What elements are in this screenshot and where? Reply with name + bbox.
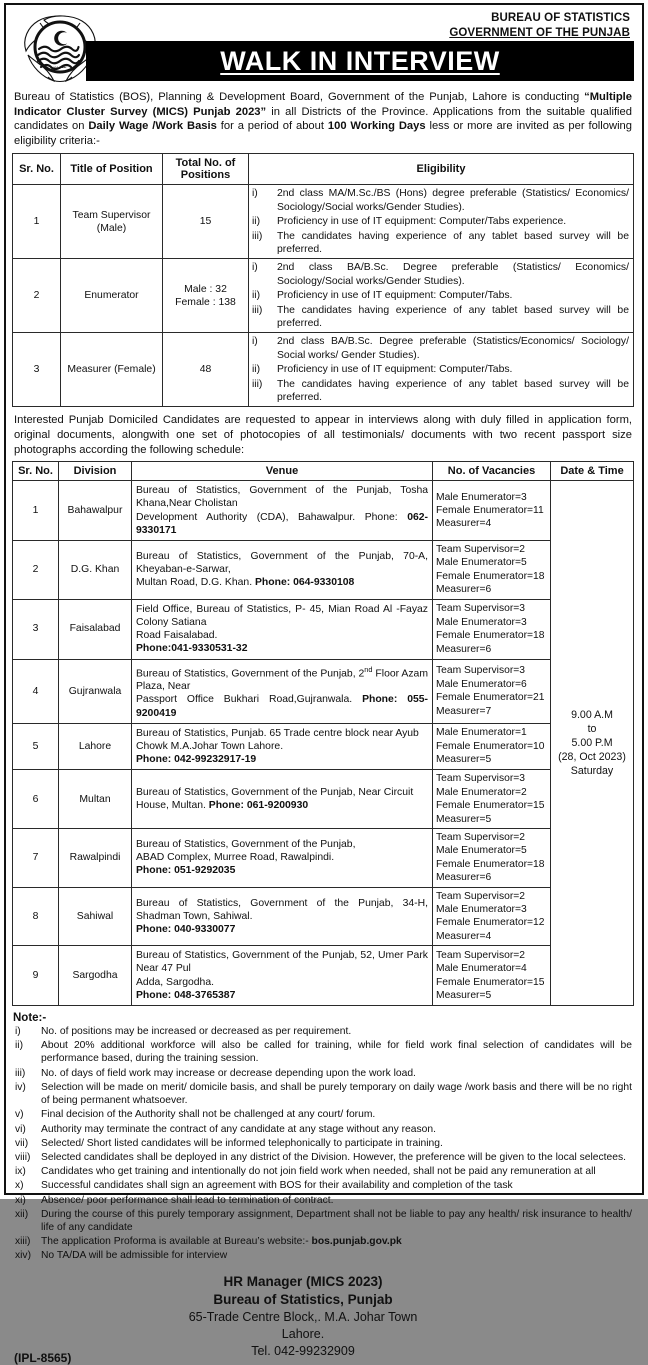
venue-line: Bureau of Statistics, Government of the Punjab, Tosha Khana,Near Cholistan <box>136 485 428 510</box>
date-time-line: 5.00 P.M <box>571 737 613 750</box>
cell-sr: 7 <box>13 829 59 888</box>
venue-line: Bureau of Statistics, Government of the Punjab, Near Circuit <box>136 787 414 798</box>
table-row <box>13 481 634 541</box>
venue-line: Bureau of Statistics, Government of the Punjab, 52, Umer Park Near 47 Pul <box>136 950 428 975</box>
cell-vacancies <box>433 541 551 600</box>
eligibility-text: 2nd class BA/B.Sc. Degree preferable (Statistics/ Economics/ Sociology/Social works/Gender Studies). <box>277 262 629 287</box>
venue-phone: Phone: 064-9330108 <box>254 577 355 589</box>
schedule-table-header-row <box>13 462 634 481</box>
cell-division: D.G. Khan <box>59 541 132 600</box>
note-number: xiv) <box>15 1250 32 1262</box>
table-row <box>13 185 634 259</box>
col-title-of-position: Title of Position <box>61 154 163 185</box>
venue-line <box>136 864 428 877</box>
note-item <box>13 1039 632 1065</box>
date-time-line: Saturday <box>570 765 614 778</box>
table-row <box>13 723 634 770</box>
note-number: viii) <box>15 1151 31 1163</box>
intro-survey-name: “Multiple Indicator Cluster Survey (MICS) Punjab 2023” <box>14 91 632 118</box>
vacancy-line: Team Supervisor=3 <box>436 773 525 785</box>
eligibility-text: The candidates having experience of any tablet based survey will be preferred. <box>277 230 629 255</box>
venue-line <box>136 799 428 812</box>
vacancy-line: Female Enumerator=12 <box>436 917 545 929</box>
cell-venue <box>132 599 433 659</box>
col-eligibility: Eligibility <box>249 154 634 185</box>
venue-line <box>136 753 428 766</box>
vacancy-line: Team Supervisor=2 <box>436 949 525 961</box>
org-line-2: GOVERNMENT OF THE PUNJAB <box>449 27 630 39</box>
eligibility-item <box>251 215 629 228</box>
venue-line: Bureau of Statistics, Punjab. 65 Trade centre block near Ayub <box>136 727 419 739</box>
note-number: xii) <box>15 1208 29 1220</box>
positions-table <box>12 153 634 407</box>
notes-list <box>13 1025 632 1262</box>
intro-paragraph-2: Interested Punjab Domiciled Candidates are requested to appear in interviews along with duly filled in application form, original documents, alongwith one set of photocopies of all testimonials/ documents with two recent passport size photographs according the following schedule: <box>14 414 632 456</box>
vacancy-line: Measurer=6 <box>436 643 492 655</box>
note-item <box>13 1235 632 1248</box>
eligibility-item <box>251 304 629 331</box>
intro-paragraph-1 <box>14 90 632 148</box>
venue-phone: Phone: 048-3765387 <box>136 989 236 1001</box>
cell-venue <box>132 723 433 770</box>
venue-phone: 062-9330171 <box>136 511 428 536</box>
note-number: iii) <box>15 1067 26 1079</box>
venue-phone: Phone: 040-9330077 <box>136 924 236 936</box>
vacancy-line: Female Enumerator=15 <box>436 976 545 988</box>
cell-vacancies <box>433 946 551 1006</box>
date-time-line: (28, Oct 2023) <box>558 751 626 764</box>
cell-title: Measurer (Female) <box>61 333 163 407</box>
vacancy-line: Measurer=5 <box>436 813 492 825</box>
cell-title <box>61 259 163 333</box>
cell-vacancies <box>433 829 551 888</box>
ipl-reference: (IPL-8565) <box>14 1350 72 1365</box>
venue-line: Bureau of Statistics, Government of the Punjab, 2nd Floor Azam Plaza, Near <box>136 664 428 693</box>
roman-numeral: ii) <box>252 364 261 376</box>
cell-division: Bahawalpur <box>59 481 132 541</box>
eligibility-text: 2nd class BA/B.Sc. Degree preferable (Statistics/Economics/ Sociology/ Social works/ Gender Studies). <box>277 336 629 361</box>
cell-vacancies <box>433 770 551 829</box>
cell-eligibility <box>249 333 634 407</box>
signatory-address-2: Lahore. <box>281 1326 325 1341</box>
note-number: i) <box>15 1026 21 1038</box>
cell-division: Lahore <box>59 723 132 770</box>
vacancy-line: Measurer=4 <box>436 518 492 530</box>
note-number: vi) <box>15 1123 26 1135</box>
positions-table-body <box>13 185 634 407</box>
venue-line-text: Passport Office Bukhari Road,Gujranwala. <box>136 694 363 706</box>
eligibility-text: Proficiency in use of IT equipment: Computer/Tabs experience. <box>277 216 567 228</box>
note-text: Authority may terminate the contract of any candidate at any stage without any reason. <box>41 1123 436 1135</box>
vacancy-line: Team Supervisor=3 <box>436 603 525 615</box>
eligibility-text: Proficiency in use of IT equipment: Computer/Tabs. <box>277 290 513 302</box>
vacancy-line: Measurer=6 <box>436 872 492 884</box>
vacancy-line: Female Enumerator=10 <box>436 740 545 752</box>
walk-in-interview-banner <box>86 41 634 81</box>
roman-numeral: iii) <box>252 304 263 316</box>
venue-line-text: Development Authority (CDA), Bahawalpur. Phone: <box>136 511 408 523</box>
cell-venue <box>132 659 433 723</box>
note-text: No TA/DA will be admissible for interview <box>41 1250 228 1262</box>
col-total-positions: Total No. of Positions <box>163 154 249 185</box>
vacancy-line: Measurer=7 <box>436 705 492 717</box>
table-row <box>13 599 634 659</box>
org-line-1: BUREAU OF STATISTICS <box>491 12 630 24</box>
note-item <box>13 1165 632 1178</box>
roman-numeral: ii) <box>252 216 261 228</box>
organization-title <box>449 11 630 41</box>
cell-sr: 2 <box>13 259 61 333</box>
cell-venue <box>132 481 433 541</box>
note-text: Selected/ Short listed candidates will be informed telephonically to participate in training. <box>41 1137 443 1149</box>
note-item <box>13 1025 632 1038</box>
eligibility-item <box>251 335 629 362</box>
table-row <box>13 333 634 407</box>
cell-sr: 8 <box>13 887 59 946</box>
vacancy-line: Female Enumerator=11 <box>436 504 544 516</box>
note-text: About 20% additional workforce will also be called for training, while for field work final selection of candidates will be performance based, during the training session. <box>41 1040 632 1065</box>
signatory-org: Bureau of Statistics, Punjab <box>213 1291 393 1307</box>
eligibility-text: Proficiency in use of IT equipment: Computer/Tabs. <box>277 364 513 376</box>
signatory-address-1: 65-Trade Centre Block,. M.A. Johar Town <box>188 1309 418 1324</box>
note-item <box>13 1123 632 1136</box>
note-text: Selected candidates shall be deployed in any district of the Division. However, the preference will be given to the local selectees. <box>41 1151 626 1163</box>
table-row <box>13 770 634 829</box>
cell-eligibility <box>249 185 634 259</box>
note-number: v) <box>15 1109 24 1121</box>
cell-venue <box>132 829 433 888</box>
cell-venue <box>132 770 433 829</box>
cell-division: Rawalpindi <box>59 829 132 888</box>
cell-sr: 5 <box>13 723 59 770</box>
note-text: The application Proforma is available at Bureau’s website:- <box>41 1236 312 1248</box>
venue-phone: Phone: 055-9200419 <box>136 694 428 719</box>
eligibility-text: The candidates having experience of any tablet based survey will be preferred. <box>277 304 629 330</box>
cell-sr: 1 <box>13 481 59 541</box>
note-number: iv) <box>15 1081 26 1093</box>
venue-phone: Phone:041-9330531-32 <box>136 643 248 655</box>
cell-vacancies <box>433 887 551 946</box>
vacancy-line: Team Supervisor=3 <box>436 665 525 677</box>
document-header <box>12 9 634 87</box>
website-url[interactable]: bos.punjab.gov.pk <box>311 1236 402 1248</box>
col-venue: Venue <box>132 462 433 481</box>
cell-division: Sargodha <box>59 946 132 1006</box>
table-row <box>13 946 634 1006</box>
signatory-phone: Tel. 042-99232909 <box>251 1343 355 1358</box>
eligibility-item <box>251 230 629 257</box>
table-row <box>13 659 634 723</box>
cell-date-time <box>551 481 634 1006</box>
cell-sr: 9 <box>13 946 59 1006</box>
cell-vacancies <box>433 659 551 723</box>
note-number: xi) <box>15 1194 26 1206</box>
venue-line: Bureau of Statistics, Government of the Punjab, 34-H, Shadman Town, Sahiwal. <box>136 897 428 922</box>
vacancy-line: Measurer=5 <box>436 990 492 1002</box>
note-text: Successful candidates shall sign an agreement with BOS for their availability and completion of the task <box>41 1180 513 1192</box>
vacancy-line: Team Supervisor=2 <box>436 832 525 844</box>
vacancy-line: Female Enumerator=15 <box>436 800 545 812</box>
signatory-title: HR Manager (MICS 2023) <box>223 1273 383 1289</box>
cell-vacancies <box>433 481 551 541</box>
total-line-2: Female : 138 <box>175 296 236 308</box>
col-sr-no: Sr. No. <box>13 154 61 185</box>
note-item <box>13 1208 632 1234</box>
venue-line <box>136 511 428 537</box>
roman-numeral: iii) <box>252 230 263 242</box>
vacancy-line: Female Enumerator=18 <box>436 858 545 870</box>
cell-vacancies <box>433 599 551 659</box>
venue-line <box>136 576 428 589</box>
note-text: Absence/ poor performance shall lead to termination of contract. <box>41 1194 334 1206</box>
note-text: During the course of this purely temporary assignment, Department shall not be liable to pay any health/ risk insurance to health/ life of any candidate <box>41 1208 632 1233</box>
positions-table-header-row <box>13 154 634 185</box>
note-number: ix) <box>15 1166 26 1178</box>
col-sr-no: Sr. No. <box>13 462 59 481</box>
cell-sr: 4 <box>13 659 59 723</box>
schedule-table <box>12 461 634 1006</box>
vacancy-line: Male Enumerator=3 <box>436 904 527 916</box>
vacancy-line: Male Enumerator=3 <box>436 491 527 503</box>
notes-title: Note:- <box>13 1012 47 1025</box>
cell-sr: 3 <box>13 333 61 407</box>
venue-line: Field Office, Bureau of Statistics, P- 45, Mian Road Al -Fayaz Colony Satiana <box>136 603 428 628</box>
note-text: No. of positions may be increased or decreased as per requirement. <box>41 1026 352 1038</box>
vacancy-line: Team Supervisor=2 <box>436 544 525 556</box>
venue-line: Adda, Sargodha. <box>136 976 214 988</box>
cell-total: 48 <box>163 333 249 407</box>
note-text: Candidates who get training and intentionally do not join field work when needed, shall not be paid any remuneration at all <box>41 1166 596 1178</box>
cell-title <box>61 185 163 259</box>
vacancy-line: Measurer=5 <box>436 754 492 766</box>
eligibility-item <box>251 261 629 288</box>
cell-venue <box>132 946 433 1006</box>
intro-text-e: for a period of about <box>216 120 328 133</box>
eligibility-item <box>251 187 629 214</box>
eligibility-item <box>251 378 629 405</box>
cell-sr: 3 <box>13 599 59 659</box>
vacancy-line: Male Enumerator=6 <box>436 678 527 690</box>
cell-division: Multan <box>59 770 132 829</box>
venue-line: Chowk M.A.Johar Town Lahore. <box>136 740 284 752</box>
venue-line: Road Faisalabad. <box>136 630 218 642</box>
intro-text-g: less or more are invited as per following eligibility criteria:- <box>14 120 633 147</box>
note-item <box>13 1108 632 1121</box>
col-vacancies: No. of Vacancies <box>433 462 551 481</box>
venue-phone: Phone: 061-9200930 <box>208 800 309 812</box>
venue-line: Bureau of Statistics, Government of the Punjab, <box>136 839 356 851</box>
vacancy-line: Male Enumerator=1 <box>436 727 527 739</box>
eligibility-item <box>251 289 629 302</box>
cell-division: Gujranwala <box>59 659 132 723</box>
col-date-time: Date & Time <box>551 462 634 481</box>
cell-eligibility <box>249 259 634 333</box>
total-line-1: Male : 32 <box>184 283 227 295</box>
cell-total <box>163 259 249 333</box>
vacancy-line: Female Enumerator=21 <box>436 692 545 704</box>
svg-text:نصرت: نصرت <box>53 65 67 70</box>
cell-division: Sahiwal <box>59 887 132 946</box>
roman-numeral: i) <box>252 336 258 348</box>
note-text: No. of days of field work may increase or decrease depending upon the work load. <box>41 1067 416 1079</box>
cell-venue <box>132 541 433 600</box>
vacancy-line: Female Enumerator=18 <box>436 570 545 582</box>
total-line-1: 15 <box>199 216 212 228</box>
venue-phone: Phone: 051-9292035 <box>136 865 236 877</box>
note-item <box>13 1081 632 1107</box>
venue-line <box>136 693 428 719</box>
note-item <box>13 1067 632 1080</box>
roman-numeral: ii) <box>252 290 261 302</box>
note-item <box>13 1249 632 1262</box>
date-time-line: to <box>587 723 597 736</box>
note-number: x) <box>15 1180 24 1192</box>
col-division: Division <box>59 462 132 481</box>
venue-line <box>136 923 428 936</box>
note-item <box>13 1194 632 1207</box>
note-text: Final decision of the Authority shall not be challenged at any court/ forum. <box>41 1109 376 1121</box>
title-line-2: (Male) <box>96 222 127 234</box>
venue-line <box>136 989 428 1002</box>
cell-sr: 1 <box>13 185 61 259</box>
date-time-line: 9.00 A.M <box>571 709 613 722</box>
intro-text-c: in all Districts of the Province. Applications from the suitable qualified candidates on <box>14 105 632 133</box>
venue-line: ABAD Complex, Murree Road, Rawalpindi. <box>136 852 335 864</box>
document-footer <box>12 1273 634 1365</box>
venue-phone: Phone: 042-99232917-19 <box>136 754 257 766</box>
roman-numeral: i) <box>252 188 258 200</box>
vacancy-line: Measurer=4 <box>436 930 492 942</box>
vacancy-line: Male Enumerator=2 <box>436 786 527 798</box>
note-number: xiii) <box>15 1236 31 1248</box>
note-number: ii) <box>15 1040 24 1052</box>
title-line-1: Team Supervisor <box>72 209 151 221</box>
vacancy-line: Male Enumerator=5 <box>436 557 527 569</box>
vacancy-line: Female Enumerator=18 <box>436 630 545 642</box>
venue-line <box>136 642 428 655</box>
vacancy-line: Measurer=6 <box>436 584 492 596</box>
vacancy-line: Male Enumerator=3 <box>436 616 527 628</box>
table-row <box>13 259 634 333</box>
cell-total <box>163 185 249 259</box>
venue-line-text: Multan Road, D.G. Khan. <box>136 577 255 589</box>
intro-wage-basis: Daily Wage /Work Basis <box>88 120 217 133</box>
signature-block <box>12 1273 634 1360</box>
vacancy-line: Team Supervisor=2 <box>436 890 525 902</box>
banner-title: WALK IN INTERVIEW <box>220 46 500 76</box>
roman-numeral: iii) <box>252 378 263 390</box>
cell-vacancies <box>433 723 551 770</box>
eligibility-text: The candidates having experience of any tablet based survey will be preferred. <box>277 378 629 404</box>
note-text: Selection will be made on merit/ domicile basis, and shall be purely temporary on daily wage /work basis and there will be no right of being permanent whatsoever. <box>41 1081 632 1107</box>
cell-sr: 6 <box>13 770 59 829</box>
page-content <box>8 7 640 1365</box>
eligibility-text: 2nd class MA/M.Sc./BS (Hons) degree preferable (Statistics/ Economics/ Sociology/Social works/Gender Studies). <box>277 188 629 213</box>
roman-numeral: i) <box>252 262 258 274</box>
intro-working-days: 100 Working Days <box>327 120 426 133</box>
note-item <box>13 1137 632 1150</box>
venue-line-text: House, Multan. <box>136 800 209 812</box>
table-row <box>13 541 634 600</box>
note-number: vii) <box>15 1137 29 1149</box>
table-row <box>13 887 634 946</box>
intro-text-a: Bureau of Statistics (BOS), Planning & Development Board, Government of the Punjab, Lahore is conducting <box>14 91 585 103</box>
vacancy-line: Male Enumerator=5 <box>436 845 527 857</box>
note-item <box>13 1179 632 1192</box>
cell-venue <box>132 887 433 946</box>
vacancy-line: Male Enumerator=4 <box>436 963 527 975</box>
table-row <box>13 829 634 888</box>
note-item <box>13 1151 632 1164</box>
cell-sr: 2 <box>13 541 59 600</box>
schedule-table-body <box>13 481 634 1006</box>
cell-division: Faisalabad <box>59 599 132 659</box>
title-line-1: Enumerator <box>84 290 139 302</box>
venue-line: Bureau of Statistics, Government of the Punjab, 70-A, Kheyaban-e-Sarwar, <box>136 551 428 576</box>
eligibility-item <box>251 363 629 376</box>
